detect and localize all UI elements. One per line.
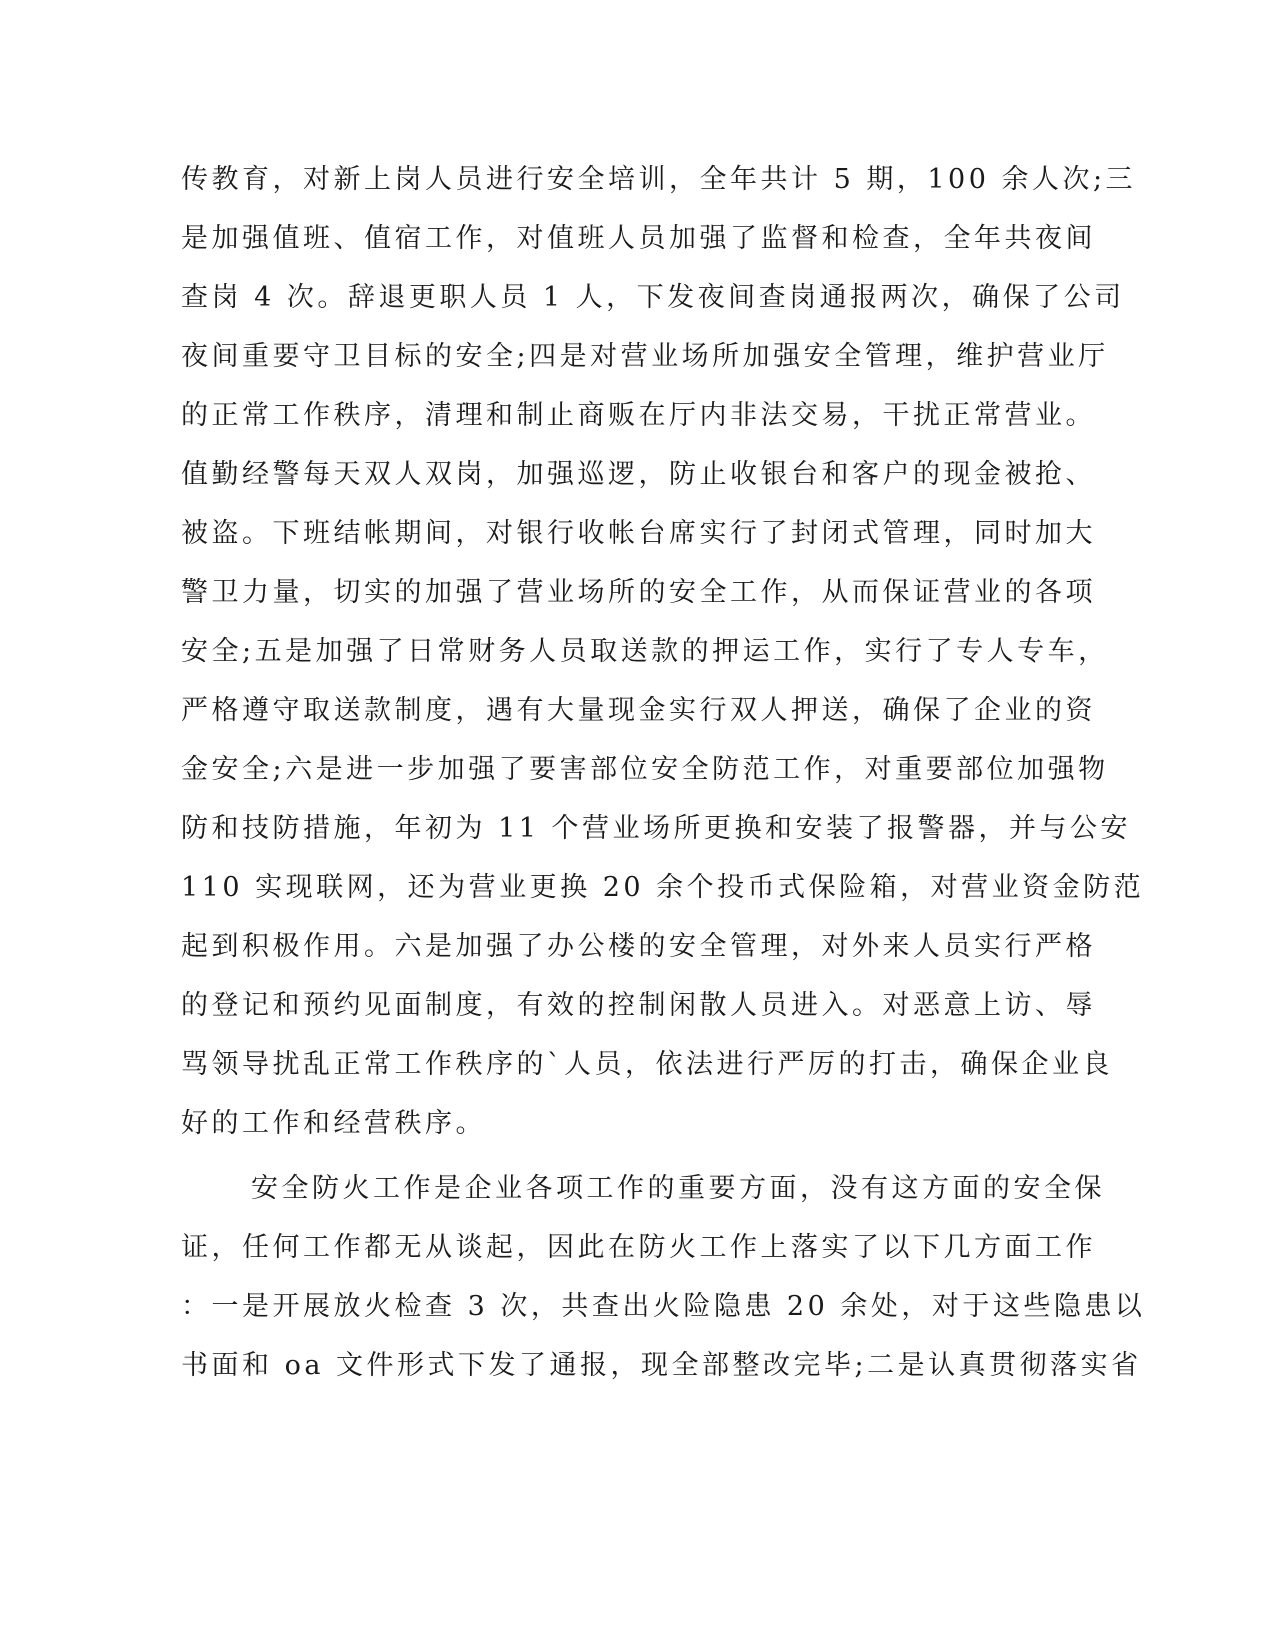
- paragraph-1: [181, 150, 1145, 1153]
- text-line: 防和技防措施，年初为 11 个营业场所更换和安装了报警器，并与公安: [181, 813, 1132, 844]
- text-line: 被盗。下班结帐期间，对银行收帐台席实行了封闭式管理，同时加大: [181, 518, 1096, 549]
- text-line: ：一是开展放火检查 3 次，共查出火险隐患 20 余处，对于这些隐患以: [181, 1291, 1146, 1322]
- text-line: 证，任何工作都无从谈起，因此在防火工作上落实了以下几方面工作: [181, 1232, 1096, 1263]
- text-line: 书面和 oa 文件形式下发了通报，现全部整改完毕;二是认真贯彻落实省: [181, 1350, 1142, 1381]
- text-line: 的正常工作秩序，清理和制止商贩在厅内非法交易，干扰正常营业。: [181, 400, 1096, 431]
- document-body: [181, 150, 1146, 1395]
- text-line: 金安全;六是进一步加强了要害部位安全防范工作，对重要部位加强物: [181, 754, 1109, 785]
- text-line: 值勤经警每天双人双岗，加强巡逻，防止收银台和客户的现金被抢、: [181, 459, 1096, 490]
- text-line: 查岗 4 次。辞退更职人员 1 人，下发夜间查岗通报两次，确保了公司: [181, 282, 1125, 313]
- text-line: 是加强值班、值宿工作，对值班人员加强了监督和检查，全年共夜间: [181, 223, 1096, 254]
- text-line: 好的工作和经营秩序。: [181, 1108, 486, 1139]
- paragraph-2: [181, 1159, 1146, 1395]
- text-line: 起到积极作用。六是加强了办公楼的安全管理，对外来人员实行严格: [181, 931, 1096, 962]
- text-line: 严格遵守取送款制度，遇有大量现金实行双人押送，确保了企业的资: [181, 695, 1096, 726]
- text-line: 的登记和预约见面制度，有效的控制闲散人员进入。对恶意上访、辱: [181, 990, 1096, 1021]
- text-line: 警卫力量，切实的加强了营业场所的安全工作，从而保证营业的各项: [181, 577, 1096, 608]
- text-line: 夜间重要守卫目标的安全;四是对营业场所加强安全管理，维护营业厅: [181, 341, 1109, 372]
- text-line: 传教育，对新上岗人员进行安全培训，全年共计 5 期，100 余人次;三: [181, 164, 1137, 195]
- text-line-first: 安全防火工作是企业各项工作的重要方面，没有这方面的安全保: [251, 1173, 1105, 1204]
- text-line: 骂领导扰乱正常工作秩序的`人员，依法进行严厉的打击，确保企业良: [181, 1049, 1113, 1080]
- text-line: 110 实现联网，还为营业更换 20 余个投币式保险箱，对营业资金防范: [181, 872, 1145, 903]
- text-line: 安全;五是加强了日常财务人员取送款的押运工作，实行了专人专车，: [181, 636, 1109, 667]
